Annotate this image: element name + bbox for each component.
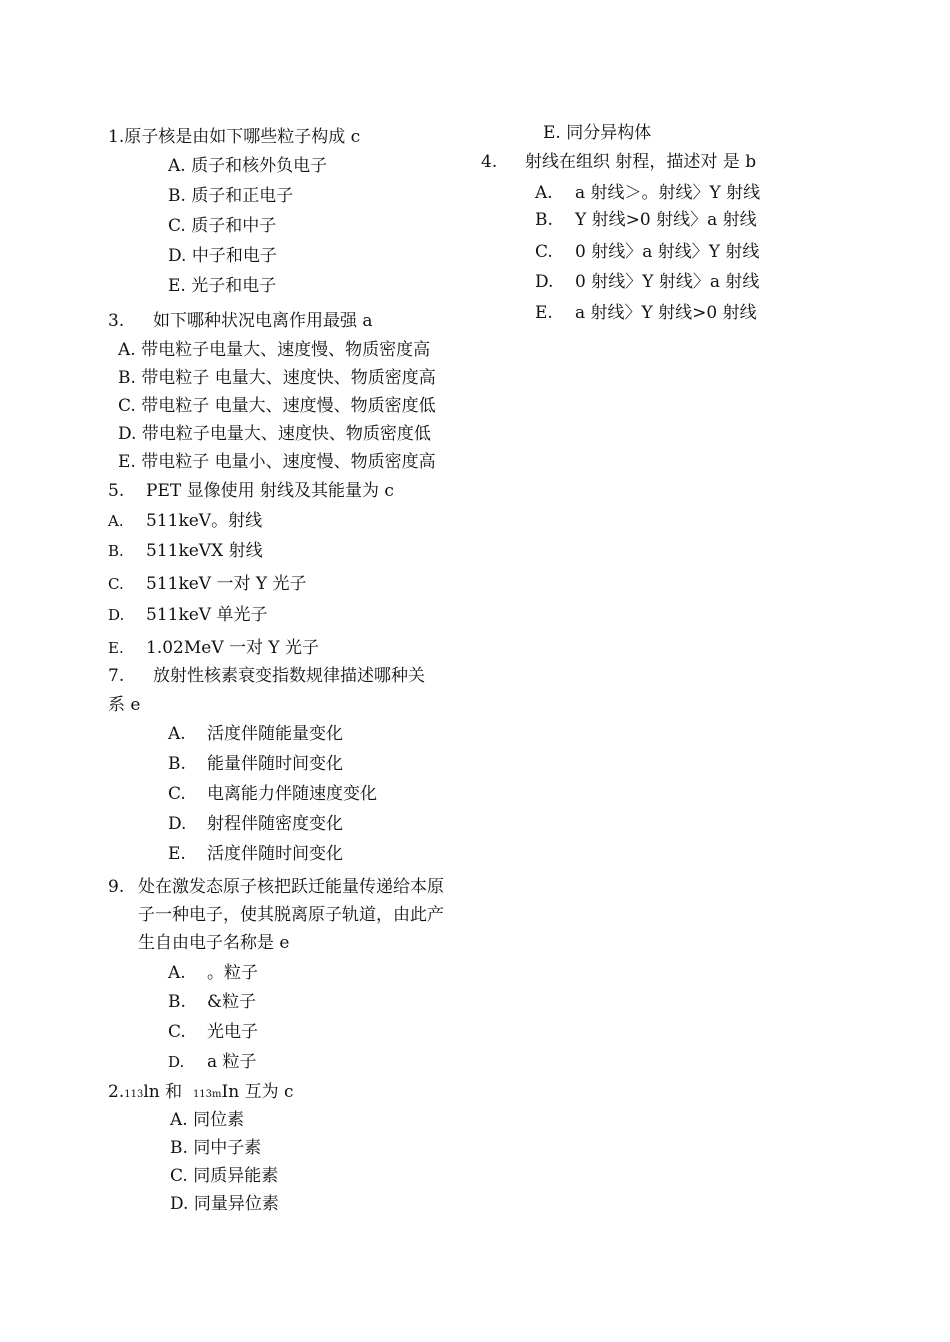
question-2-text-1: ln 和 [143,1082,183,1102]
question-9-option-b-text: &粒子 [207,992,257,1012]
isotope-mass-113m: 113m [192,1089,222,1100]
option-label: B. [170,1138,188,1158]
option-label: C. [118,396,136,416]
question-7-option-b-text: 能量伴随时间变化 [207,754,343,774]
option-label: D. [170,1194,189,1214]
option-text: 带电粒子电量大、速度慢、物质密度高 [141,340,431,360]
question-4-option-b-text: Y 射线>0 射线〉a 射线 [575,210,757,230]
question-2-option-a [170,1109,244,1131]
option-label: A. [170,1110,188,1130]
option-text: 同量异位素 [193,1194,279,1214]
question-5-option-a-label: A. [108,512,124,530]
question-7-option-d-label: D. [168,814,187,834]
question-3-option-a [118,339,430,361]
question-5-option-d-text: 511keV 单光子 [146,605,268,625]
question-3-option-e [118,451,436,473]
question-7-option-a-text: 活度伴随能量变化 [207,724,343,744]
question-1-option-c [168,215,276,237]
option-label: A. [168,156,186,176]
question-5-option-a-text: 511keV。射线 [146,511,263,531]
question-7-option-e-text: 活度伴随时间变化 [207,844,343,864]
question-1-option-d [168,245,277,267]
question-5-title: PET 显像使用 射线及其能量为 c [146,481,394,501]
question-4-title: 射线在组织 射程，描述对 是 b [525,152,757,172]
question-1-title: 1.原子核是由如下哪些粒子构成 c [108,127,361,147]
question-7-option-d-text: 射程伴随密度变化 [207,814,343,834]
isotope-mass-113: 113 [124,1089,144,1100]
question-7-number: 7. [108,666,125,686]
question-9-title-line-2: 子一种电子，使其脱离原子轨道，由此产 [138,905,444,925]
question-2-option-b [170,1137,261,1159]
question-9-option-c-text: 光电子 [207,1022,258,1042]
question-7-option-a-label: A. [168,724,186,744]
option-text: 带电粒子电量大、速度快、物质密度低 [141,424,431,444]
question-5-option-b-text: 511keVX 射线 [146,541,263,561]
option-label: D. [118,424,137,444]
option-text: 同位素 [193,1110,245,1130]
question-2-option-e [543,122,651,144]
question-7-title-line-1: 放射性核素衰变指数规律描述哪种关 [153,666,425,686]
option-label: E. [543,123,561,143]
option-text: 质子和正电子 [191,186,294,206]
question-3-title: 如下哪种状况电离作用最强 a [153,311,373,331]
option-text: 质子和中子 [191,216,277,236]
option-label: B. [118,368,136,388]
question-4-option-b-label: B. [535,210,553,230]
question-2-option-d [170,1193,279,1215]
option-label: A. [118,340,136,360]
option-text: 带电粒子 电量小、速度慢、物质密度高 [141,452,436,472]
question-1-option-e [168,275,276,297]
option-text: 带电粒子 电量大、速度快、物质密度高 [141,368,436,388]
question-7-option-c-text: 电离能力伴随速度变化 [207,784,377,804]
option-text: 带电粒子 电量大、速度慢、物质密度低 [141,396,436,416]
question-2-title [108,1081,294,1106]
question-5-number: 5. [108,481,125,501]
option-label: B. [168,186,186,206]
question-9-number: 9. [108,877,125,897]
option-label: C. [168,216,186,236]
option-text: 同质异能素 [193,1166,279,1186]
question-7-option-b-label: B. [168,754,186,774]
question-2-prefix: 2. [108,1082,125,1102]
question-9-option-d-text: a 粒子 [207,1052,257,1072]
question-4-option-a-label: A. [535,183,553,203]
question-1-option-a [168,155,327,177]
question-5-option-d-label: D. [108,606,125,624]
question-4-option-c-text: 0 射线〉a 射线〉Y 射线 [575,242,760,262]
option-label: D. [168,246,187,266]
option-text: 光子和电子 [191,276,277,296]
question-9-option-c-label: C. [168,1022,186,1042]
option-label: E. [168,276,186,296]
question-9-option-b-label: B. [168,992,186,1012]
option-text: 中子和电子 [191,246,277,266]
question-4-option-e-text: a 射线〉Y 射线>0 射线 [575,303,757,323]
question-7-option-e-label: E. [168,844,186,864]
question-3-number: 3. [108,311,125,331]
option-text: 质子和核外负电子 [191,156,328,176]
question-5-option-c-label: C. [108,575,124,593]
question-9-option-a-label: A. [168,963,186,983]
question-9-title-line-3: 生自由电子名称是 e [138,933,290,953]
question-3-option-d [118,423,431,445]
question-9-option-a-text: 。粒子 [207,963,258,983]
question-3-option-b [118,367,436,389]
question-3-option-c [118,395,436,417]
option-text: 同分异构体 [566,123,652,143]
question-5-option-b-label: B. [108,542,124,560]
question-4-option-d-text: 0 射线〉Y 射线〉a 射线 [575,272,760,292]
question-2-text-2: In 互为 c [221,1082,294,1102]
option-label: E. [118,452,136,472]
option-label: C. [170,1166,188,1186]
question-4-option-c-label: C. [535,242,553,262]
option-text: 同中子素 [193,1138,262,1158]
question-2-option-c [170,1165,278,1187]
question-7-title-line-2: 系 e [108,695,141,715]
question-4-option-d-label: D. [535,272,554,292]
question-5-option-c-text: 511keV 一对 Y 光子 [146,574,307,594]
question-9-title-line-1: 处在激发态原子核把跃迁能量传递给本原 [138,877,444,897]
question-4-option-a-text: a 射线＞。射线〉Y 射线 [575,183,761,203]
question-5-option-e-label: E. [108,639,124,657]
question-4-number: 4. [481,152,498,172]
question-5-option-e-text: 1.02MeV 一对 Y 光子 [146,638,320,658]
question-1-option-b [168,185,293,207]
question-9-option-d-label: D. [168,1053,185,1071]
question-4-option-e-label: E. [535,303,553,323]
question-7-option-c-label: C. [168,784,186,804]
